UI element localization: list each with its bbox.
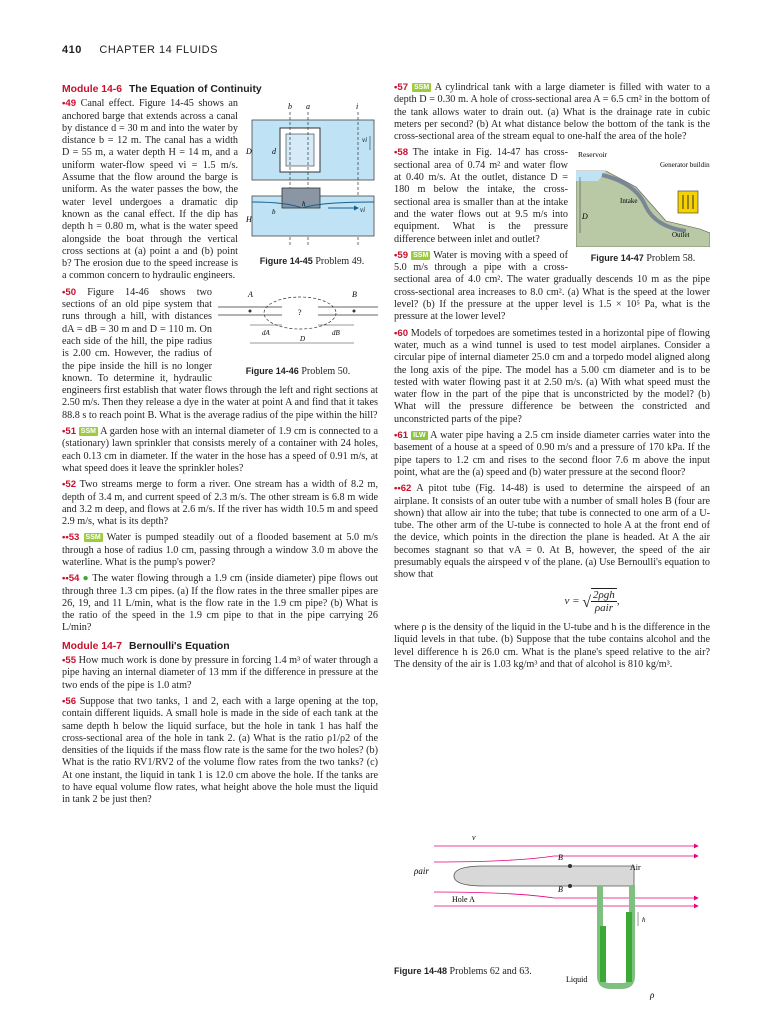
svg-text:v: v — [472, 833, 476, 842]
label-D: D — [246, 147, 252, 157]
svg-text:h: h — [642, 916, 646, 924]
problem-61: •61 ILW A water pipe having a 2.5 cm inside diameter carries water into the basement of a house at a speed of 0.90 m/s and a pressure of 170 kPa. If the pipe tapers to 1.2 cm and rises to the second floor 7.6 m above the input point, what are the (a) speed and (b) water pressure at the second floor? — [394, 430, 711, 478]
svg-text:ρ: ρ — [650, 990, 655, 1000]
module-heading: Module 14-7 Bernoulli's Equation — [62, 640, 230, 652]
figure-14-46-drawing — [218, 289, 378, 361]
figure-14-46 — [218, 289, 378, 379]
problem-58: •58 The intake in Fig. 14-47 has cross-sectional area of 0.74 m² and water flow at 0.40 m/s. At the outlet, distance D = 180 m below the intake, the cross-sectional area is smaller than at the intake and the water flows out at 9.5 m/s into equipment. What is the pressure difference between inlet and outlet? — [394, 147, 569, 245]
figure-caption: Figure 14-46 Problem 50. — [245, 366, 351, 378]
problem-56: •56 Suppose that two tanks, 1 and 2, each with a large opening at the top, contain different liquids. A small hole is made in the side of each tank at the same depth h below the liquid surface, but the hole in tank 1 has half the cross-sectional area of the hole in tank 2. (a) What is the ratio ρ1/ρ2 of the densities of the liquids if the mass flow rate is the same for the two holes? (b) What is the ratio RV1/RV2 of the volume flow rates from the two tanks? (c) At one instant, the liquid in tank 1 is 12.0 cm above the hole. If the tanks are to have equal volume flow rates, what height above the hole must the liquid in tank 2 be just then? — [62, 695, 378, 806]
problem-57: •57 SSM A cylindrical tank with a large diameter is filled with water to a depth D = 0.30 m. A hole of cross-sectional area A = 6.5 cm² in the bottom of the tank allows water to drain out. (a) What is the drainage rate in cubic meters per second? (b) At what distance below the bottom of the tank is the cross-sectional area of the stream equal to one-half the area of the hole? — [394, 82, 710, 143]
svg-text:Hole A: Hole A — [452, 895, 475, 904]
problem-62: ••62 A pitot tube (Fig. 14-48) is used to determine the airspeed of an airplane. It consists of an outer tube with a number of small holes B (four are shown) that allow air into the tube; that tube is connected to one arm of a U-tube. The other arm of the U-tube is connected to hole A at the front end of the device, which points in the direction the plane is headed. At A the air becomes stagnant so that vA = 0. At B, however, the speed of the air presumably equals the airspeed v of the plane. (a) Use Bernoulli's equation to show that — [394, 483, 710, 581]
figure-14-45-drawing — [246, 98, 378, 250]
label-vi-2: vi — [360, 206, 366, 215]
figure-14-45 — [246, 98, 378, 268]
left-column — [62, 82, 378, 811]
svg-text:B: B — [352, 289, 357, 299]
chapter-title: CHAPTER 14 FLUIDS — [99, 44, 218, 56]
figure-14-47 — [576, 147, 710, 265]
svg-text:A: A — [248, 289, 253, 299]
svg-text:Liquid: Liquid — [566, 975, 588, 984]
problem-53: ••53 SSM Water is pumped steadily out of a flooded basement at 5.0 m/s through a hose of radius 1.0 cm, passing through a window 3.0 m above the waterline. What is the pump's power? — [62, 532, 378, 568]
svg-text:Intake: Intake — [620, 197, 638, 206]
page-header — [62, 44, 218, 56]
equation: v = √ 2ρgh ρair , — [564, 588, 620, 614]
problem-62-continued: where ρ is the density of the liquid in the U-tube and h is the difference in the liquid levels in that tube. (b) Suppose that the tube contains alcohol and the level difference h is 26.0 cm. What is the plane's speed relative to the air? The density of the air is 1.03 kg/m³ and that of alcohol is 810 kg/m³. — [394, 622, 710, 671]
problem-54: ••54 ● The water flowing through a 1.9 cm (inside diameter) pipe flows out through three 1.3 cm pipes. (a) If the flow rates in the three smaller pipes are 26, 19, and 11 L/min, what is the flow rate in the 1.9 cm pipe? (b) What is the ratio of the speed in the 1.9 cm pipe to that in the pipe carrying 26 L/min? — [62, 573, 379, 634]
label-d: d — [272, 147, 276, 157]
svg-text:ρair: ρair — [414, 866, 429, 876]
figure-14-48-drawing — [394, 826, 710, 1006]
svg-text:?: ? — [298, 307, 302, 317]
label-H: H — [246, 215, 252, 225]
figure-caption: Figure 14-48 Problems 62 and 63. — [394, 966, 532, 977]
problem-49: •49 Canal effect. Figure 14-45 shows an anchored barge that extends across a canal by distance d = 30 m and into the water by distance b = 12 m. The canal has a width D = 55 m, a water depth H = 14 m, and a uniform water-flow speed vi = 1.5 m/s. Assume that the flow around the barge is uniform. As the water passes the bow, the water level undergoes a dramatic dip known as the canal effect. If the dip has depth h = 0.80 m, what is the water speed alongside the boat through the vertical cross sections at (a) point a and (b) point b? The erosion due to the speed increase is a common concern to hydraulic engineers. — [62, 98, 239, 282]
svg-text:Outlet: Outlet — [672, 231, 690, 240]
label-b2: b — [272, 208, 276, 217]
svg-text:B: B — [558, 853, 563, 862]
svg-text:Reservoir: Reservoir — [578, 150, 608, 160]
problem-52: •52 Two streams merge to form a river. One stream has a width of 8.2 m, depth of 3.4 m, and current speed of 2.3 m/s. The other stream is 6.8 m wide and 3.2 m deep, and flows at 2.6 m/s. If the river has width 10.5 m and speed 2.9 m/s, what is its depth? — [62, 479, 378, 528]
svg-text:D: D — [300, 334, 306, 343]
label-h: h — [302, 200, 306, 209]
page-number: 410 — [62, 44, 82, 56]
problem-50: •50 Figure 14-46 shows two sections of an old pipe system that runs through a hill, with distances dA = dB = 30 m and D = 110 m. On each side of the hill, the pipe radius is 2.00 cm. However, the radius of the pipe inside the hill is no longer known. To determine it, hydraulic engineers first establish that water flows through the left and right sections at 2.50 m/s. Then they release a dye in the water at point A and find that it takes 88.8 s to reach point B. What is the average radius of the pipe within the hill? — [62, 286, 378, 421]
right-column — [394, 82, 710, 675]
label-vi: vi — [362, 136, 368, 145]
problem-59: •59 SSM Water is moving with a speed of 5.0 m/s through a pipe with a cross-sectional area of 4.0 cm². The water gradually descends 10 m as the pipe cross-sectional area increases to 8.0 cm². (a) What is the speed at the lower level? (b) If the pressure at the upper level is 1.5 × 10⁵ Pa, what is the pressure at the lower level? — [394, 249, 710, 323]
problem-51: •51 SSM A garden hose with an internal diameter of 1.9 cm is connected to a (stationary) lawn sprinkler that consists merely of a container with 24 holes, each 0.13 cm in diameter. If the water in the hose has a speed of 0.91 m/s, at what speed does it leave the sprinkler holes? — [62, 426, 378, 474]
svg-text:dB: dB — [332, 328, 340, 337]
label-a: a — [306, 102, 310, 112]
module-heading: Module 14-6 The Equation of Continuity — [62, 84, 262, 95]
label-i: i — [356, 102, 359, 112]
svg-text:B: B — [558, 885, 563, 894]
label-b: b — [288, 102, 292, 112]
problem-60: •60 Models of torpedoes are sometimes tested in a horizontal pipe of flowing water, much as a wind tunnel is used to test model airplanes. Consider a circular pipe of internal diameter 25.0 cm and a torpedo model aligned along the long axis of the pipe. The model has a 5.00 cm diameter and is to be tested with water flowing past it at 2.50 m/s. (a) With what speed must the water flow in the part of the pipe that is unconstricted by the model? (b) What will the pressure difference be between the constricted and unconstricted parts of the pipe? — [394, 327, 710, 425]
figure-14-47-drawing — [576, 147, 710, 247]
svg-text:dA: dA — [262, 328, 270, 337]
video-icon: ● — [82, 573, 90, 585]
figure-caption: Figure 14-45 Problem 49. — [259, 255, 365, 267]
svg-text:Generator building: Generator building — [660, 161, 710, 170]
figure-caption: Figure 14-47 Problem 58. — [590, 252, 696, 264]
svg-text:Air: Air — [630, 863, 641, 872]
problem-55: •55 How much work is done by pressure in forcing 1.4 m³ of water through a pipe having an internal diameter of 13 mm if the difference in pressure at the two ends of the pipe is 1.0 atm? — [62, 655, 378, 691]
svg-text:D: D — [582, 212, 588, 222]
